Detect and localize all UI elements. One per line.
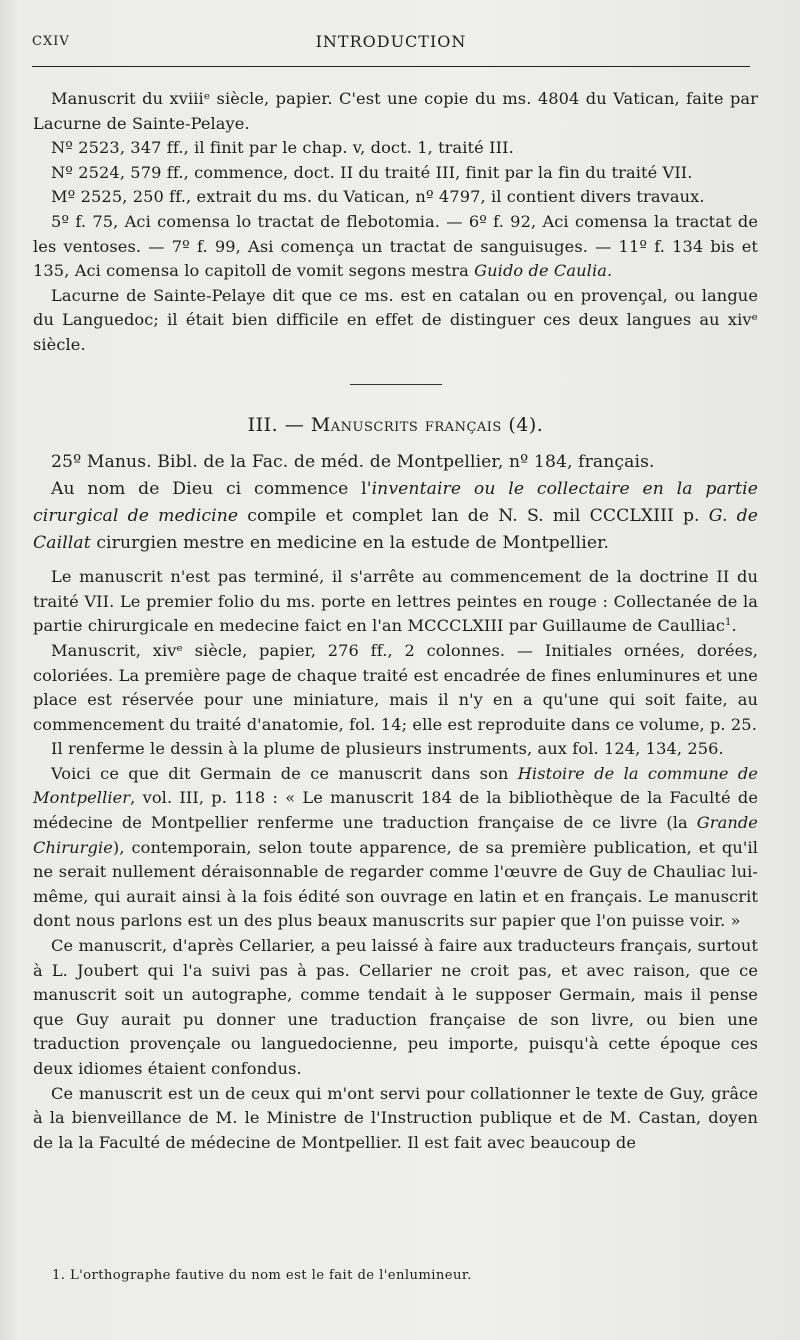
paragraph: Lacurne de Sainte-Pelaye dit que ce ms. est en catalan ou en provençal, ou langue du Languedoc; il était bien difficile en effet de distinguer ces deux langues au xivᵉ siècle. xyxy=(33,285,758,354)
section-numeral: III. xyxy=(247,413,279,436)
paragraph xyxy=(33,565,758,639)
paragraph: Il renferme le dessin à la plume de plusieurs instruments, aux fol. 124, 134, 256. xyxy=(51,739,724,759)
paragraph-text: . xyxy=(731,616,737,636)
paragraph xyxy=(33,762,758,934)
section-separator xyxy=(350,384,442,385)
italic-name: Guido de Caulia. xyxy=(474,261,613,281)
incipit-text: cirurgien mestre en medicine en la estude de Montpellier. xyxy=(90,533,610,554)
incipit-title: inventaire ou le collectaire en la partie cirurgical de medicine xyxy=(33,479,758,527)
paragraph-text: ), contemporain, selon toute apparence, de sa première publication, et qu'il ne serait nullement déraisonnable de regarder comme l'œuvre de Guy de Chauliac lui-même, qui aurait ainsi à la fois édité son ouvrage en latin et en français. Le manuscrit dont nous parlons est un des plus beaux manuscrits sur papier que l'on puisse voir. » xyxy=(33,837,758,931)
paragraph xyxy=(33,210,758,284)
book-title: Histoire de la commune de Montpellier xyxy=(33,763,758,808)
footnote: 1. L'orthographe fautive du nom est le fait de l'enlumineur. xyxy=(52,1268,472,1283)
paragraph: Manuscrit du xviiiᵉ siècle, papier. C'est une copie du ms. 4804 du Vatican, faite par Lacurne de Sainte-Pelaye. xyxy=(33,89,758,133)
paragraph-text: Le manuscrit n'est pas terminé, il s'arrête au commencement de la doctrine II du traité VII. Le premier folio du ms. porte en lettres peintes en rouge : Collectanée de la partie chirurgicale en medecine faict en l'an MCCCLXIII par Guillaume de Caulliac xyxy=(33,567,758,636)
paragraph-text: Voici ce que dit Germain de ce manuscrit dans son xyxy=(51,763,518,783)
header-rule xyxy=(32,66,750,67)
spacer xyxy=(33,557,758,565)
book-title: Grande Chirurgie xyxy=(33,813,758,857)
paragraph: Ce manuscrit est un de ceux qui m'ont servi pour collationner le texte de Guy, grâce à la bienveillance de M. le Ministre de l'Instruction publique et de M. Castan, doyen de la la Faculté de médecine de Montpellier. Il est fait avec beaucoup de xyxy=(33,1083,758,1152)
paragraph-text: , vol. III, p. 118 : « Le manuscrit 184 de la bibliothèque de la Faculté de médecine de Montpellier renferme une traduction française de ce livre (la xyxy=(33,788,758,833)
section-dash: — xyxy=(284,413,305,436)
paragraph-text: 5º f. 75, Aci comensa lo tractat de flebotomia. — 6º f. 92, Aci comensa la tractat de les ventoses. — 7º f. 99, Asi començа un tractat de sanguisuges. — 11º f. 134 bis et 135, Aci comensa lo capitoll de vomit segons mestra xyxy=(33,211,758,281)
entry-incipit xyxy=(33,476,758,557)
paragraph: Ce manuscrit, d'après Cellarier, a peu laissé à faire aux traducteurs français, surtout à L. Joubert qui l'a suivi pas à pas. Cellarier ne croit pas, et avec raison, que ce manuscrit soit un autographe, comme tendait à le supposer Germain, mais il pense que Guy aurait pu donner une traduction française de son livre, ou bien une traduction provençale ou languedocienne, peu importe, puisqu'à cette époque ces deux idiomes étaient confondus. xyxy=(33,936,758,1078)
incipit-text: compile et complet lan de N. S. mil CCCLXIII p. xyxy=(238,506,709,527)
page-header xyxy=(32,30,750,60)
folio-number: CXIV xyxy=(32,34,70,49)
incipit-author: G. de Caillat xyxy=(33,506,758,554)
page-body xyxy=(33,87,758,1155)
footnote-ref: 1 xyxy=(725,617,732,629)
section-heading xyxy=(33,413,758,438)
paragraph: Mº 2525, 250 ff., extrait du ms. du Vatican, nº 4797, il contient divers travaux. xyxy=(51,187,705,207)
entry-shelfmark: 25º Manus. Bibl. de la Fac. de méd. de Montpellier, nº 184, français. xyxy=(51,452,655,473)
section-note: (4). xyxy=(508,413,544,436)
section-title: Manuscrits français xyxy=(310,413,502,436)
paragraph: Nº 2523, 347 ff., il finit par le chap. v, doct. 1, traité III. xyxy=(51,138,514,158)
incipit-text: Au nom de Dieu ci commence l' xyxy=(51,479,372,500)
paragraph: Nº 2524, 579 ff., commence, doct. II du traité III, finit par la fin du traité VII. xyxy=(51,162,693,182)
running-title: INTRODUCTION xyxy=(315,32,467,51)
paragraph: Manuscrit, xivᵉ siècle, papier, 276 ff., 2 colonnes. — Initiales ornées, dorées, coloriées. La première page de chaque traité est encadrée de fines enluminures et une place est réservée pour une miniature, mais il n'y en a qu'une qui soit faite, au commencement du traité d'anatomie, fol. 14; elle est reproduite dans ce volume, p. 25. xyxy=(33,640,758,734)
manuscript-entry xyxy=(33,449,758,557)
